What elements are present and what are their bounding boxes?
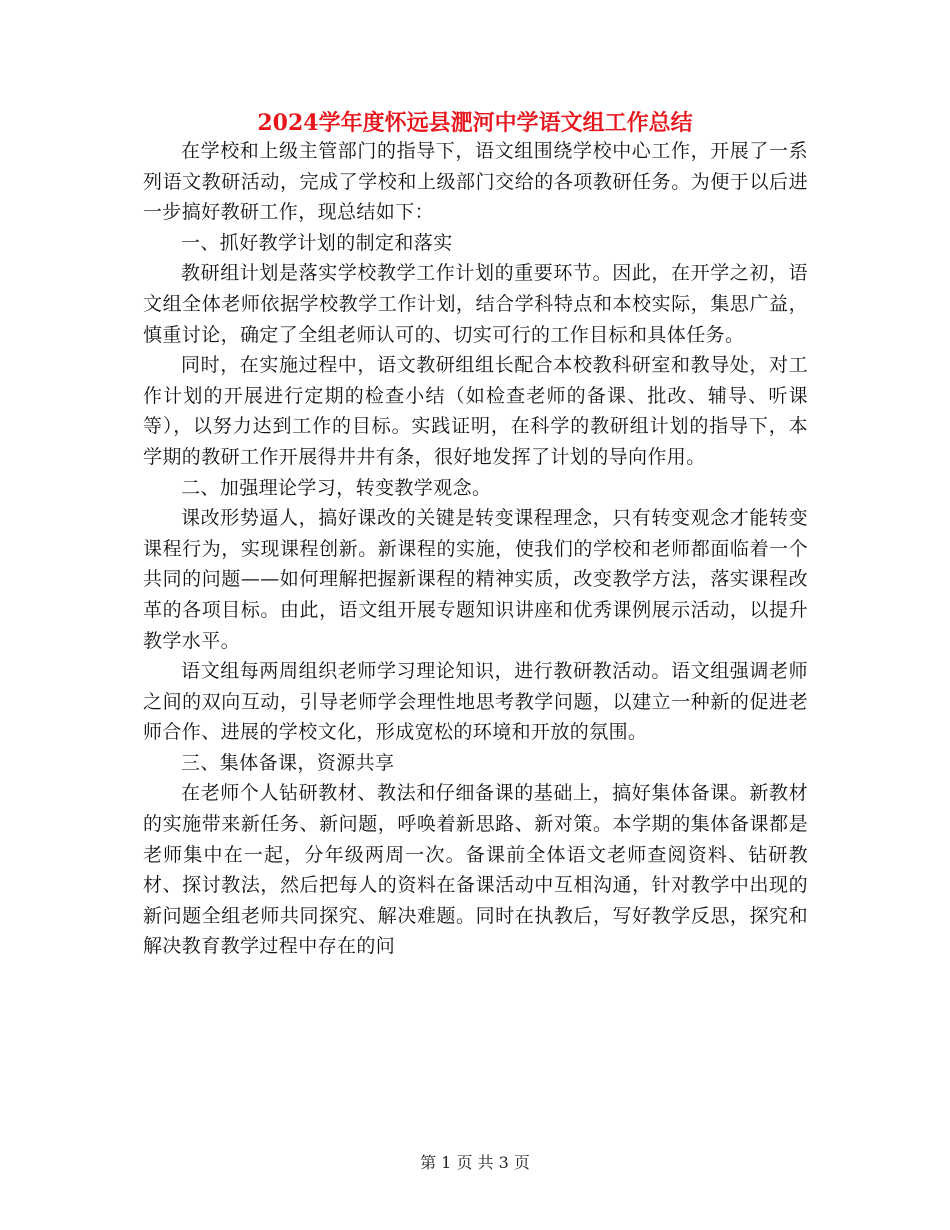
section-heading-1: 一、抓好教学计划的制定和落实 — [181, 231, 453, 254]
paragraph: 教研组计划是落实学校教学工作计划的重要环节。因此，在开学之初，语文组全体老师依据学校教学工作计划，结合学科特点和本校实际，集思广益，慎重讨论，确定了全组老师认可的、切实可行的工作目标和具体任务。 — [143, 262, 808, 346]
document-body — [143, 136, 808, 962]
page-footer: 第 1 页 共 3 页 — [420, 1153, 530, 1172]
paragraph: 同时，在实施过程中，语文教研组组长配合本校教科研室和教导处，对工作计划的开展进行定期的检查小结（如检查老师的备课、批改、辅导、听课等），以努力达到工作的目标。实践证明，在科学的教研组计划的指导下，本学期的教研工作开展得井井有条，很好地发挥了计划的导向作用。 — [143, 354, 808, 468]
paragraph: 课改形势逼人，搞好课改的关键是转变课程理念，只有转变观念才能转变课程行为，实现课程创新。新课程的实施，使我们的学校和老师都面临着一个共同的问题——如何理解把握新课程的精神实质，改变教学方法，落实课程改革的各项目标。由此，语文组开展专题知识讲座和优秀课例展示活动，以提升教学水平。 — [143, 507, 808, 652]
section-heading-3: 三、集体备课，资源共享 — [181, 751, 395, 774]
paragraph: 语文组每两周组织老师学习理论知识，进行教研教活动。语文组强调老师之间的双向互动，引导老师学会理性地思考教学问题，以建立一种新的促进老师合作、进展的学校文化，形成宽松的环境和开放的氛围。 — [143, 660, 808, 744]
paragraph-intro: 在学校和上级主管部门的指导下，语文组围绕学校中心工作，开展了一系列语文教研活动，完成了学校和上级部门交给的各项教研任务。为便于以后进一步搞好教研工作，现总结如下： — [143, 140, 808, 224]
paragraph: 在老师个人钻研教材、教法和仔细备课的基础上，搞好集体备课。新教材的实施带来新任务、新问题，呼唤着新思路、新对策。本学期的集体备课都是老师集中在一起，分年级两周一次。备课前全体语文老师查阅资料、钻研教材、探讨教法，然后把每人的资料在备课活动中互相沟通，针对教学中出现的新问题全组老师共同探究、解决难题。同时在执教后，写好教学反思，探究和解决教育教学过程中存在的问 — [143, 782, 808, 958]
document-title: 2024学年度怀远县淝河中学语文组工作总结 — [257, 110, 693, 136]
section-heading-2: 二、加强理论学习，转变教学观念。 — [181, 476, 492, 499]
